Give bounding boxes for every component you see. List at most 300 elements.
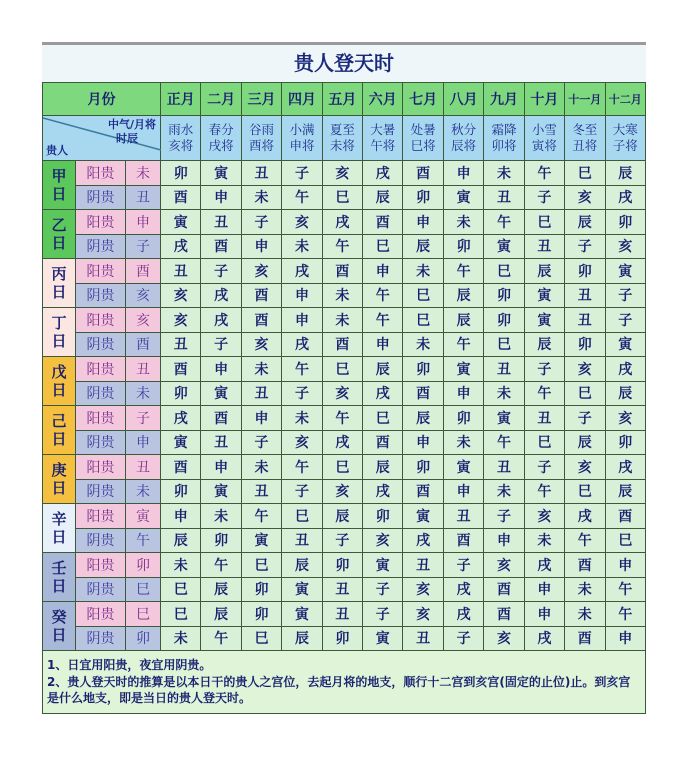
shichen-cell: 寅	[201, 479, 241, 504]
shichen-cell: 巳	[565, 381, 605, 406]
shichen-cell: 申	[282, 308, 322, 333]
shichen-cell: 巳	[322, 185, 362, 210]
shichen-cell: 戌	[363, 479, 403, 504]
day-stem-label: 丙 日	[51, 265, 67, 301]
shichen-cell: 戌	[443, 602, 483, 627]
shichen-cell: 申	[605, 626, 646, 651]
shichen-cell: 丑	[484, 357, 524, 382]
shichen-cell: 午	[524, 161, 564, 186]
yuejiang-label: 午将	[370, 138, 396, 153]
corner-header	[43, 116, 161, 161]
guiren-branch-cell: 子	[126, 406, 161, 431]
shichen-cell: 巳	[322, 357, 362, 382]
shichen-cell: 酉	[322, 259, 362, 284]
guiren-branch-cell: 未	[126, 161, 161, 186]
day-stem-cell	[43, 161, 76, 210]
shichen-cell: 辰	[161, 528, 201, 553]
shichen-cell: 未	[484, 479, 524, 504]
shichen-cell: 卯	[322, 553, 362, 578]
zhongqi-label: 谷雨	[249, 122, 275, 137]
shichen-cell: 亥	[241, 332, 281, 357]
shichen-cell: 酉	[201, 406, 241, 431]
yuejiang-label: 戌将	[208, 138, 234, 153]
jiang-header	[443, 116, 483, 161]
shichen-cell: 亥	[484, 553, 524, 578]
shichen-cell: 子	[524, 455, 564, 480]
shichen-cell: 亥	[322, 479, 362, 504]
shichen-cell: 卯	[403, 455, 443, 480]
shichen-cell: 酉	[403, 479, 443, 504]
shichen-cell: 丑	[403, 626, 443, 651]
table-row	[43, 259, 646, 284]
shichen-cell: 丑	[201, 430, 241, 455]
shichen-cell: 子	[443, 626, 483, 651]
yuejiang-label: 卯将	[491, 138, 517, 153]
shichen-cell: 寅	[443, 455, 483, 480]
month-header: 十一月	[565, 83, 605, 116]
shichen-cell: 戌	[524, 626, 564, 651]
shichen-cell: 酉	[363, 430, 403, 455]
jiang-header	[282, 116, 322, 161]
day-stem-label: 乙 日	[51, 216, 67, 252]
yuejiang-label: 子将	[612, 138, 638, 153]
zhongqi-label: 夏至	[329, 122, 355, 137]
shichen-cell: 戌	[161, 234, 201, 259]
shichen-cell: 巳	[403, 308, 443, 333]
guiren-branch-cell: 酉	[126, 332, 161, 357]
shichen-cell: 酉	[605, 504, 646, 529]
day-stem-label: 己 日	[51, 412, 67, 448]
shichen-cell: 未	[403, 332, 443, 357]
shichen-cell: 亥	[403, 577, 443, 602]
guiren-type-cell: 阴贵	[76, 479, 126, 504]
shichen-cell: 午	[484, 430, 524, 455]
shichen-cell: 未	[443, 210, 483, 235]
zhongqi-label: 冬至	[572, 122, 598, 137]
shichen-cell: 戌	[363, 381, 403, 406]
shichen-cell: 午	[241, 504, 281, 529]
shichen-cell: 戌	[605, 357, 646, 382]
table-row	[43, 332, 646, 357]
shichen-cell: 亥	[363, 528, 403, 553]
shichen-cell: 未	[282, 406, 322, 431]
shichen-cell: 辰	[363, 185, 403, 210]
shichen-cell: 丑	[161, 332, 201, 357]
shichen-cell: 申	[605, 553, 646, 578]
shichen-cell: 寅	[161, 210, 201, 235]
zhongqi-label: 大暑	[370, 122, 396, 137]
shichen-cell: 卯	[241, 577, 281, 602]
shichen-cell: 子	[282, 381, 322, 406]
shichen-cell: 辰	[605, 161, 646, 186]
month-header: 五月	[322, 83, 362, 116]
shichen-cell: 卯	[605, 430, 646, 455]
guiren-branch-cell: 丑	[126, 357, 161, 382]
shichen-cell: 酉	[403, 161, 443, 186]
shichen-cell: 丑	[565, 283, 605, 308]
shichen-cell: 巳	[322, 455, 362, 480]
shichen-cell: 巳	[363, 406, 403, 431]
shichen-cell: 丑	[443, 504, 483, 529]
shichen-cell: 巳	[161, 602, 201, 627]
shichen-cell: 卯	[605, 210, 646, 235]
table-row	[43, 528, 646, 553]
shichen-cell: 丑	[241, 161, 281, 186]
shichen-cell: 卯	[443, 406, 483, 431]
shichen-cell: 丑	[322, 602, 362, 627]
shichen-cell: 亥	[403, 602, 443, 627]
shichen-cell: 辰	[443, 308, 483, 333]
table-row	[43, 553, 646, 578]
shichen-cell: 戌	[565, 504, 605, 529]
shichen-cell: 丑	[403, 553, 443, 578]
shichen-cell: 子	[605, 283, 646, 308]
shichen-cell: 寅	[443, 185, 483, 210]
shichen-cell: 丑	[524, 234, 564, 259]
table-row	[43, 234, 646, 259]
shichen-cell: 未	[524, 528, 564, 553]
guiren-branch-cell: 未	[126, 381, 161, 406]
guiren-branch-cell: 卯	[126, 553, 161, 578]
jiang-header	[565, 116, 605, 161]
month-header: 十月	[524, 83, 564, 116]
day-stem-label: 甲 日	[51, 167, 67, 203]
shichen-cell: 午	[443, 259, 483, 284]
shichen-cell: 未	[484, 161, 524, 186]
shichen-cell: 卯	[565, 259, 605, 284]
shichen-cell: 亥	[484, 626, 524, 651]
corner-guiren-label: 贵人	[46, 144, 68, 157]
shichen-cell: 申	[484, 528, 524, 553]
shichen-cell: 辰	[282, 553, 322, 578]
shichen-cell: 卯	[161, 161, 201, 186]
shichen-cell: 寅	[605, 332, 646, 357]
day-stem-cell	[43, 553, 76, 602]
shichen-cell: 辰	[403, 234, 443, 259]
shichen-cell: 酉	[363, 210, 403, 235]
shichen-cell: 巳	[565, 479, 605, 504]
shichen-cell: 申	[443, 161, 483, 186]
guiren-branch-cell: 亥	[126, 283, 161, 308]
zhongqi-label: 小满	[289, 122, 315, 137]
shichen-cell: 寅	[363, 553, 403, 578]
shichen-cell: 卯	[161, 381, 201, 406]
table-row	[43, 161, 646, 186]
shichen-cell: 亥	[605, 406, 646, 431]
guiren-branch-cell: 酉	[126, 259, 161, 284]
shichen-cell: 丑	[241, 381, 281, 406]
shichen-cell: 申	[443, 381, 483, 406]
month-header: 正月	[161, 83, 201, 116]
shichen-cell: 申	[282, 283, 322, 308]
shichen-cell: 未	[443, 430, 483, 455]
shichen-cell: 未	[403, 259, 443, 284]
shichen-cell: 巳	[524, 430, 564, 455]
shichen-cell: 申	[241, 406, 281, 431]
zhongqi-label: 雨水	[168, 122, 194, 137]
shichen-cell: 申	[201, 455, 241, 480]
shichen-cell: 丑	[201, 210, 241, 235]
shichen-cell: 戌	[363, 161, 403, 186]
guiren-type-cell: 阳贵	[76, 602, 126, 627]
shichen-cell: 子	[241, 210, 281, 235]
guiren-branch-cell: 申	[126, 210, 161, 235]
shichen-cell: 午	[443, 332, 483, 357]
shichen-cell: 巳	[565, 161, 605, 186]
shichen-cell: 酉	[484, 577, 524, 602]
guiren-type-cell: 阴贵	[76, 381, 126, 406]
corner-qi-label: 中气/月将	[108, 118, 157, 131]
day-stem-cell	[43, 259, 76, 308]
shichen-cell: 午	[322, 406, 362, 431]
page-title: 贵人登天时	[42, 45, 646, 82]
shichen-cell: 申	[363, 332, 403, 357]
day-stem-cell	[43, 455, 76, 504]
shichen-cell: 午	[565, 528, 605, 553]
day-stem-cell	[43, 602, 76, 651]
shichen-cell: 寅	[282, 602, 322, 627]
shichen-cell: 辰	[201, 577, 241, 602]
zhongqi-label: 霜降	[491, 122, 517, 137]
shichen-cell: 戌	[322, 210, 362, 235]
shichen-cell: 戌	[161, 406, 201, 431]
month-header: 八月	[443, 83, 483, 116]
shichen-cell: 卯	[201, 528, 241, 553]
shichen-cell: 卯	[403, 185, 443, 210]
shichen-cell: 寅	[201, 161, 241, 186]
guiren-type-cell: 阳贵	[76, 504, 126, 529]
shichen-cell: 寅	[403, 504, 443, 529]
jiang-header	[524, 116, 564, 161]
shichen-cell: 午	[322, 234, 362, 259]
table-row	[43, 357, 646, 382]
guiren-type-cell: 阳贵	[76, 161, 126, 186]
guiren-branch-cell: 寅	[126, 504, 161, 529]
shichen-cell: 亥	[322, 161, 362, 186]
month-header: 六月	[363, 83, 403, 116]
table-row	[43, 406, 646, 431]
month-header: 九月	[484, 83, 524, 116]
shichen-cell: 酉	[484, 602, 524, 627]
shichen-cell: 丑	[322, 577, 362, 602]
guiren-branch-cell: 巳	[126, 602, 161, 627]
note-2: 2、贵人登天时的推算是以本日干的贵人之宫位，去起月将的地支，顺行十二宫到亥宫(固定的止位)止。到亥宫是什么地支，即是当日的贵人登天时。	[47, 674, 631, 705]
shichen-cell: 亥	[565, 185, 605, 210]
shichen-cell: 丑	[484, 455, 524, 480]
shichen-cell: 午	[201, 626, 241, 651]
day-stem-label: 辛 日	[51, 510, 67, 546]
shichen-cell: 酉	[161, 185, 201, 210]
shichen-cell: 酉	[403, 381, 443, 406]
table-row	[43, 210, 646, 235]
shichen-cell: 未	[322, 308, 362, 333]
shichen-cell: 酉	[161, 455, 201, 480]
shichen-cell: 巳	[282, 504, 322, 529]
guiren-type-cell: 阳贵	[76, 308, 126, 333]
guiren-type-cell: 阴贵	[76, 234, 126, 259]
guiren-branch-cell: 子	[126, 234, 161, 259]
day-stem-cell	[43, 210, 76, 259]
shichen-cell: 寅	[605, 259, 646, 284]
shichen-cell: 寅	[363, 626, 403, 651]
shichen-cell: 寅	[201, 381, 241, 406]
shichen-cell: 卯	[565, 332, 605, 357]
day-stem-cell	[43, 357, 76, 406]
shichen-cell: 子	[282, 479, 322, 504]
shichen-cell: 寅	[282, 577, 322, 602]
shichen-cell: 卯	[322, 626, 362, 651]
month-header: 十二月	[605, 83, 646, 116]
day-stem-label: 癸 日	[51, 608, 67, 644]
shichen-cell: 午	[605, 577, 646, 602]
shichen-cell: 酉	[443, 528, 483, 553]
day-stem-cell	[43, 308, 76, 357]
table-row	[43, 308, 646, 333]
shichen-cell: 戌	[443, 577, 483, 602]
shichen-cell: 酉	[565, 626, 605, 651]
shichen-cell: 午	[282, 357, 322, 382]
shichen-cell: 丑	[524, 406, 564, 431]
shichen-cell: 戌	[605, 185, 646, 210]
shichen-cell: 寅	[524, 283, 564, 308]
shichen-cell: 未	[241, 455, 281, 480]
shichen-cell: 子	[484, 504, 524, 529]
shichen-cell: 寅	[484, 234, 524, 259]
guiren-type-cell: 阴贵	[76, 283, 126, 308]
shichen-cell: 巳	[484, 332, 524, 357]
zhongqi-label: 大寒	[612, 122, 638, 137]
shichen-cell: 丑	[484, 185, 524, 210]
shichen-cell: 辰	[403, 406, 443, 431]
guiren-table	[42, 82, 646, 651]
shichen-cell: 亥	[241, 259, 281, 284]
shichen-cell: 午	[524, 381, 564, 406]
table-row	[43, 430, 646, 455]
shichen-cell: 申	[403, 430, 443, 455]
day-stem-label: 庚 日	[51, 461, 67, 497]
guiren-branch-cell: 巳	[126, 577, 161, 602]
shichen-cell: 丑	[282, 528, 322, 553]
shichen-cell: 申	[363, 259, 403, 284]
shichen-cell: 辰	[201, 602, 241, 627]
shichen-cell: 巳	[241, 553, 281, 578]
shichen-cell: 午	[282, 185, 322, 210]
table-row	[43, 479, 646, 504]
shichen-cell: 亥	[161, 283, 201, 308]
jiang-header	[161, 116, 201, 161]
guiren-branch-cell: 未	[126, 479, 161, 504]
shichen-cell: 寅	[524, 308, 564, 333]
shichen-cell: 午	[201, 553, 241, 578]
guiren-branch-cell: 申	[126, 430, 161, 455]
shichen-cell: 酉	[241, 283, 281, 308]
jiang-header	[322, 116, 362, 161]
yuejiang-label: 丑将	[572, 138, 598, 153]
guiren-type-cell: 阳贵	[76, 553, 126, 578]
yuejiang-label: 申将	[289, 138, 315, 153]
shichen-cell: 未	[161, 553, 201, 578]
jiang-header	[605, 116, 646, 161]
shichen-cell: 寅	[443, 357, 483, 382]
month-header: 三月	[241, 83, 281, 116]
shichen-cell: 丑	[565, 308, 605, 333]
shichen-cell: 申	[241, 234, 281, 259]
shichen-cell: 子	[605, 308, 646, 333]
shichen-cell: 午	[605, 602, 646, 627]
shichen-cell: 寅	[161, 430, 201, 455]
guiren-type-cell: 阳贵	[76, 406, 126, 431]
zhongqi-label: 小雪	[531, 122, 557, 137]
shichen-cell: 亥	[565, 455, 605, 480]
shichen-cell: 卯	[161, 479, 201, 504]
shichen-cell: 丑	[241, 479, 281, 504]
shichen-cell: 子	[201, 332, 241, 357]
jiang-header	[241, 116, 281, 161]
shichen-cell: 未	[241, 357, 281, 382]
guiren-type-cell: 阳贵	[76, 259, 126, 284]
shichen-cell: 申	[403, 210, 443, 235]
shichen-cell: 巳	[161, 577, 201, 602]
table-row	[43, 283, 646, 308]
shichen-cell: 酉	[241, 308, 281, 333]
month-header: 二月	[201, 83, 241, 116]
table-row	[43, 381, 646, 406]
shichen-cell: 卯	[403, 357, 443, 382]
guiren-type-cell: 阴贵	[76, 185, 126, 210]
shichen-cell: 子	[443, 553, 483, 578]
guiren-type-cell: 阴贵	[76, 577, 126, 602]
jiang-header	[484, 116, 524, 161]
shichen-cell: 未	[565, 577, 605, 602]
shichen-cell: 辰	[605, 479, 646, 504]
table-row	[43, 626, 646, 651]
shichen-cell: 申	[161, 504, 201, 529]
guiren-branch-cell: 午	[126, 528, 161, 553]
shichen-cell: 戌	[282, 259, 322, 284]
shichen-cell: 戌	[201, 308, 241, 333]
shichen-cell: 亥	[322, 381, 362, 406]
shichen-cell: 午	[282, 455, 322, 480]
shichen-cell: 辰	[363, 357, 403, 382]
yuejiang-label: 寅将	[531, 138, 557, 153]
shichen-cell: 亥	[282, 430, 322, 455]
shichen-cell: 戌	[605, 455, 646, 480]
shichen-cell: 亥	[282, 210, 322, 235]
shichen-cell: 申	[524, 577, 564, 602]
shichen-cell: 申	[524, 602, 564, 627]
shichen-cell: 未	[201, 504, 241, 529]
shichen-cell: 申	[201, 185, 241, 210]
shichen-cell: 亥	[565, 357, 605, 382]
day-stem-cell	[43, 504, 76, 553]
shichen-cell: 亥	[161, 308, 201, 333]
shichen-cell: 子	[524, 357, 564, 382]
jiang-header	[363, 116, 403, 161]
shichen-cell: 未	[241, 185, 281, 210]
shichen-cell: 辰	[524, 259, 564, 284]
shichen-cell: 辰	[282, 626, 322, 651]
notes	[42, 651, 646, 714]
shichen-cell: 戌	[322, 430, 362, 455]
shichen-cell: 子	[363, 577, 403, 602]
shichen-cell: 戌	[282, 332, 322, 357]
shichen-cell: 亥	[524, 504, 564, 529]
month-header: 四月	[282, 83, 322, 116]
guiren-branch-cell: 卯	[126, 626, 161, 651]
shichen-cell: 寅	[241, 528, 281, 553]
shichen-cell: 酉	[161, 357, 201, 382]
shichen-cell: 卯	[484, 308, 524, 333]
